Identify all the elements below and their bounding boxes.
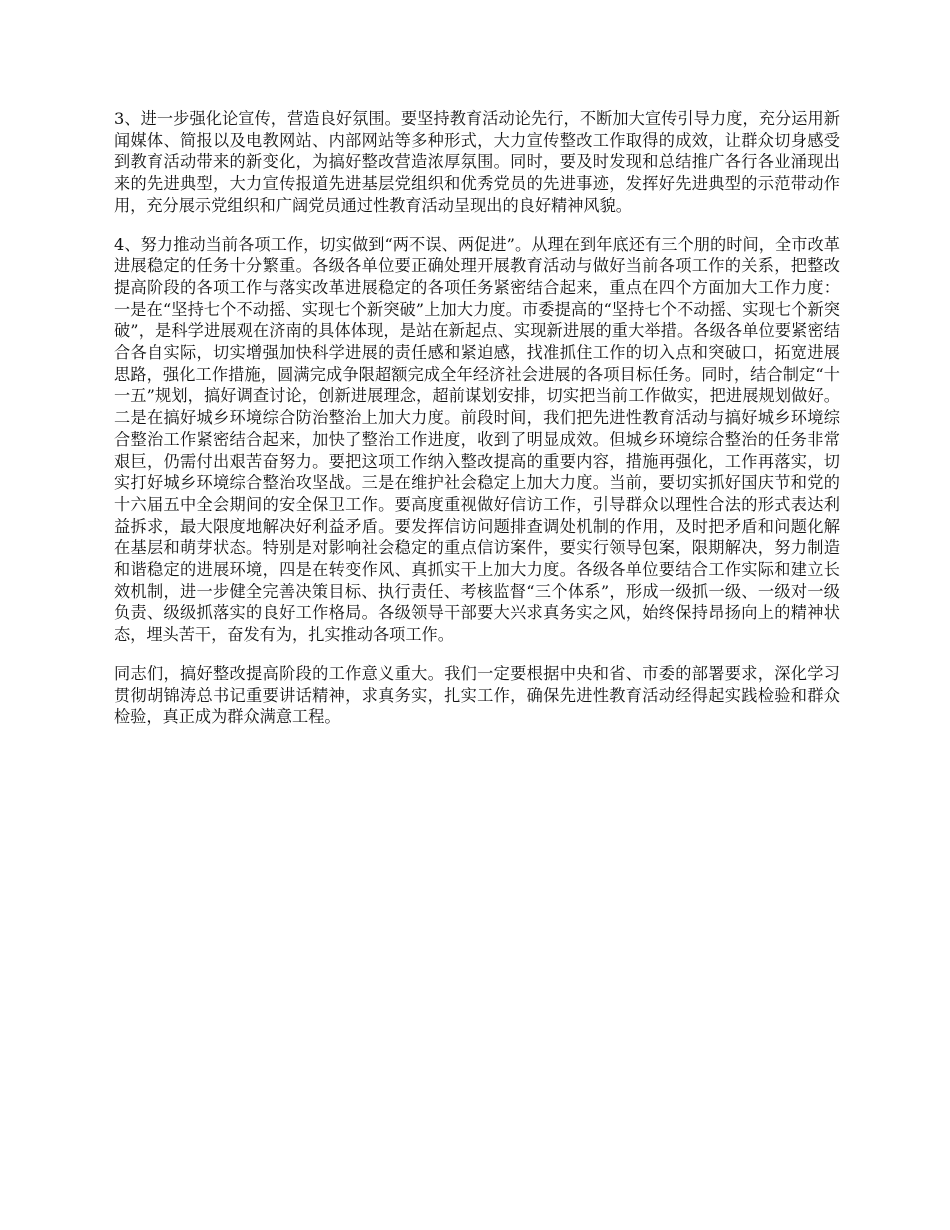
paragraph-closing: 同志们，搞好整改提高阶段的工作意义重大。我们一定要根据中央和省、市委的部署要求，深化学习贯彻胡锦涛总书记重要讲话精神，求真务实，扎实工作，确保先进性教育活动经得起实践检验和群众检验，真正成为群众满意工程。 bbox=[114, 663, 840, 727]
document-body bbox=[114, 108, 840, 745]
paragraph-publicity: 3、进一步强化论宣传，营造良好氛围。要坚持教育活动论先行，不断加大宣传引导力度，充分运用新闻媒体、简报以及电教网站、内部网站等多种形式，大力宣传整改工作取得的成效，让群众切身感受到教育活动带来的新变化，为搞好整改营造浓厚氛围。同时，要及时发现和总结推广各行各业涌现出来的先进典型，大力宣传报道先进基层党组织和优秀党员的先进事迹，发挥好先进典型的示范带动作用，充分展示党组织和广阔党员通过性教育活动呈现出的良好精神风貌。 bbox=[114, 109, 840, 215]
paragraph-current-work: 4、努力推动当前各项工作，切实做到“两不误、两促进”。从理在到年底还有三个朋的时间，全市改革进展稳定的任务十分繁重。各级各单位要正确处理开展教育活动与做好当前各项工作的关系，把整改提高阶段的各项工作与落实改革进展稳定的各项任务紧密结合起来，重点在四个方面加大工作力度：一是在“坚持七个不动摇、实现七个新突破”上加大力度。市委提高的“坚持七个不动摇、实现七个新突破”，是科学进展观在济南的具体体现，是站在新起点、实现新进展的重大举措。各级各单位要紧密结合各自实际，切实增强加快科学进展的责任感和紧迫感，找准抓住工作的切入点和突破口，拓宽进展思路，强化工作措施，圆满完成争限超额完成全年经济社会进展的各项目标任务。同时，结合制定“十一五”规划，搞好调查讨论，创新进展理念，超前谋划安排，切实把当前工作做实，把进展规划做好。二是在搞好城乡环境综合防治整治上加大力度。前段时间，我们把先进性教育活动与搞好城乡环境综合整治工作紧密结合起来，加快了整治工作进度，收到了明显成效。但城乡环境综合整治的任务非常艰巨，仍需付出艰苦奋努力。要把这项工作纳入整改提高的重要内容，措施再强化，工作再落实，切实打好城乡环境综合整治攻坚战。三是在维护社会稳定上加大力度。当前，要切实抓好国庆节和党的十六届五中全会期间的安全保卫工作。要高度重视做好信访工作，引导群众以理性合法的形式表达利益拆求，最大限度地解决好利益矛盾。要发挥信访问题排查调处机制的作用，及时把矛盾和问题化解在基层和萌芽状态。特别是对影响社会稳定的重点信访案件，要实行领导包案，限期解决，努力制造和谐稳定的进展环境，四是在转变作风、真抓实干上加大力度。各级各单位要结合工作实际和建立长效机制，进一步健全完善决策目标、执行责任、考核监督“三个体系”，形成一级抓一级、一级对一级负责、级级抓落实的良好工作格局。各级领导干部要大兴求真务实之风，始终保持昂扬向上的精神状态，埋头苦干，奋发有为，扎实推动各项工作。 bbox=[114, 234, 840, 645]
